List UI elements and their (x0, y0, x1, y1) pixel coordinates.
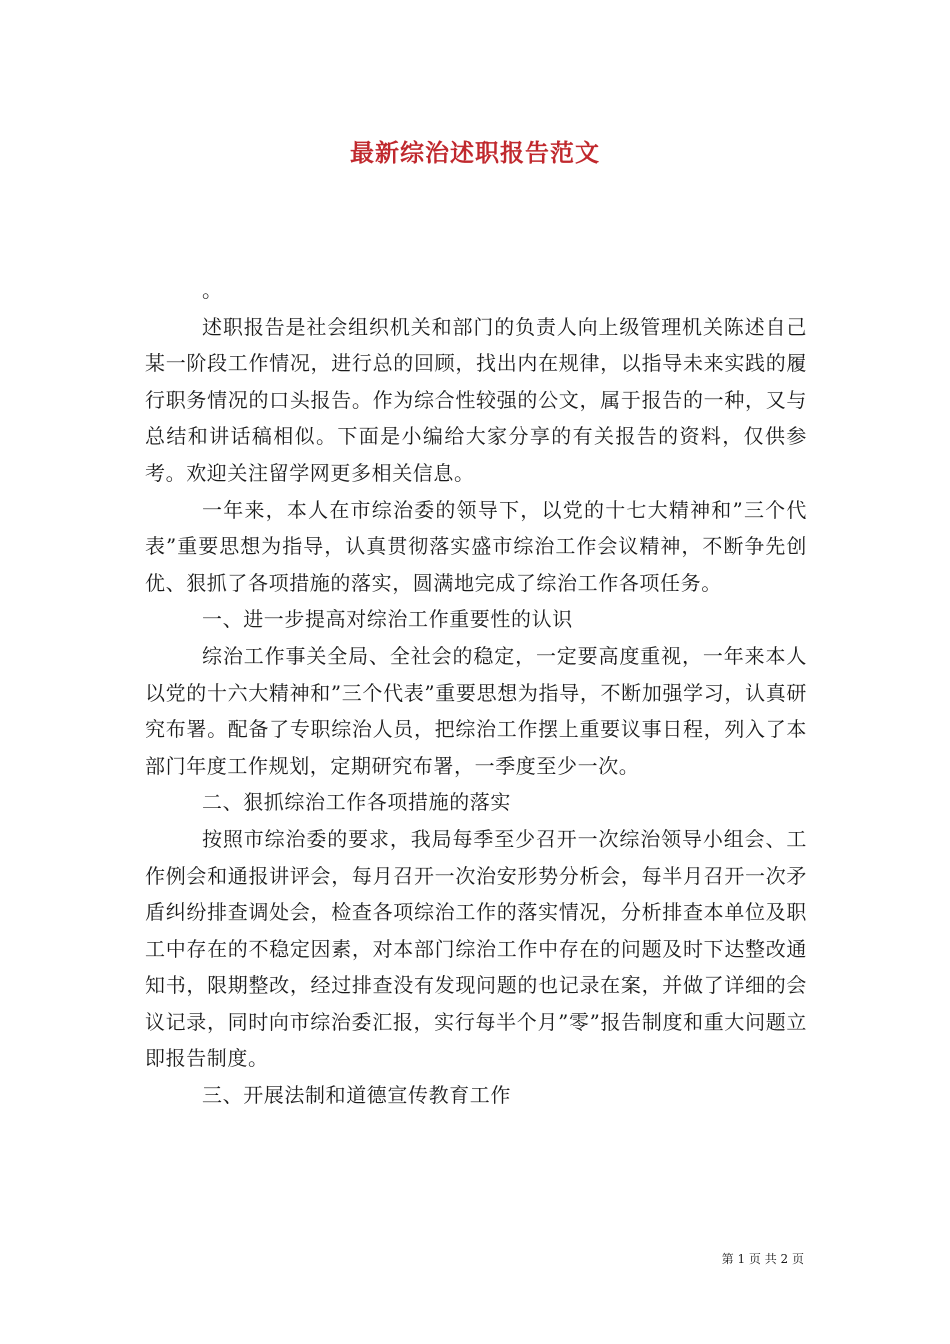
paragraph-intro: 述职报告是社会组织机关和部门的负责人向上级管理机关陈述自己某一阶段工作情况，进行总的回顾，找出内在规律，以指导未来实践的履行职务情况的口头报告。作为综合性较强的公文，属于报告的一种，又与总结和讲话稿相似。下面是小编给大家分享的有关报告的资料，仅供参考。欢迎关注留学网更多相关信息。 (145, 314, 807, 485)
paragraph-summary: 一年来，本人在市综治委的领导下，以党的十七大精神和”三个代表”重要思想为指导，认真贯彻落实盛市综治工作会议精神，不断争先创优、狠抓了各项措施的落实，圆满地完成了综治工作各项任务。 (145, 497, 807, 595)
document-title: 最新综治述职报告范文 (350, 138, 600, 167)
page-number: 第 1 页 共 2 页 (721, 1252, 804, 1266)
section-heading-1: 一、进一步提高对综治工作重要性的认识 (202, 607, 573, 632)
section-heading-3: 三、开展法制和道德宣传教育工作 (202, 1083, 511, 1108)
section-heading-2: 二、狠抓综治工作各项措施的落实 (202, 790, 511, 815)
paragraph-section-2: 按照市综治委的要求，我局每季至少召开一次综治领导小组会、工作例会和通报讲评会，每月召开一次治安形势分析会，每半月召开一次矛盾纠纷排查调处会，检查各项综治工作的落实情况，分析排查本单位及职工中存在的不稳定因素，对本部门综治工作中存在的问题及时下达整改通知书，限期整改，经过排查没有发现问题的也记录在案，并做了详细的会议记录，同时向市综治委汇报，实行每半个月”零”报告制度和重大问题立即报告制度。 (145, 826, 807, 1071)
paragraph-fragment: 。 (202, 278, 223, 302)
document-body (145, 272, 807, 1114)
paragraph-section-1: 综治工作事关全局、全社会的稳定，一定要高度重视，一年来本人以党的十六大精神和”三个代表”重要思想为指导，不断加强学习，认真研究布署。配备了专职综治人员，把综治工作摆上重要议事日程，列入了本部门年度工作规划，定期研究布署，一季度至少一次。 (145, 643, 807, 778)
